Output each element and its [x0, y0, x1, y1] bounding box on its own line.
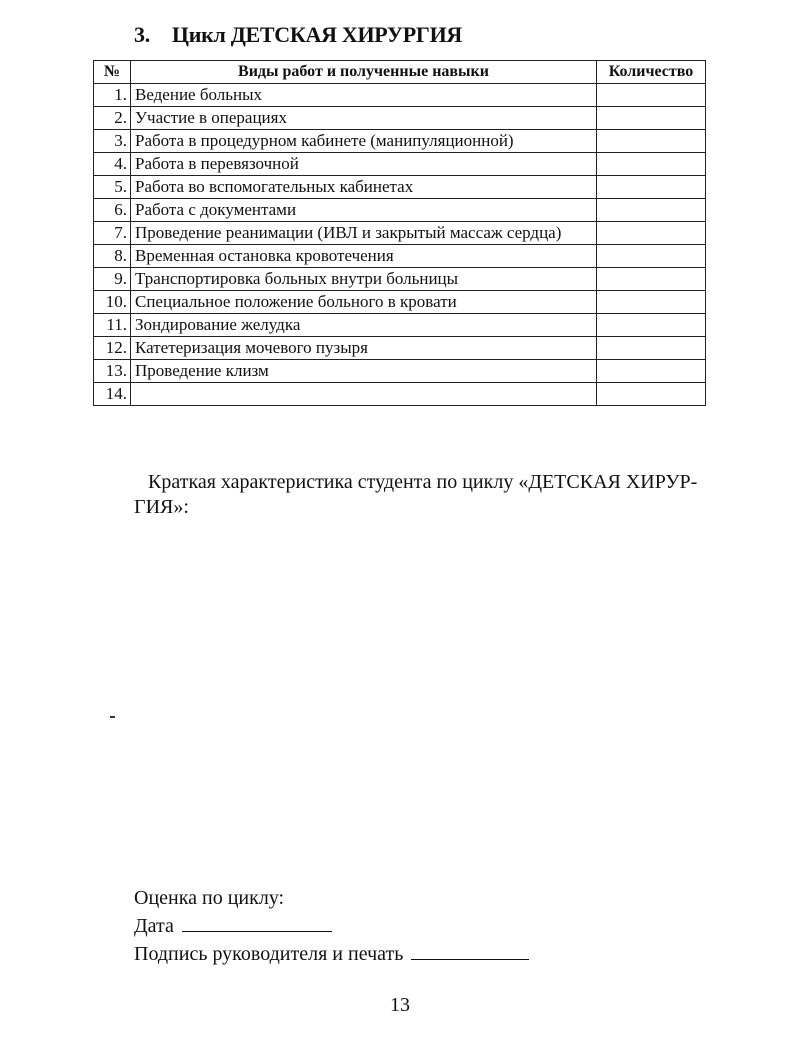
row-number: 12. [94, 337, 131, 360]
table-row [94, 314, 706, 337]
table-row [94, 383, 706, 406]
row-quantity-cell[interactable] [597, 222, 706, 245]
page-number: 13 [390, 994, 410, 1016]
section-title: Цикл ДЕТСКАЯ ХИРУРГИЯ [171, 22, 462, 47]
row-work: Проведение реанимации (ИВЛ и закрытый массаж сердца) [131, 222, 597, 245]
header-number: № [94, 61, 131, 84]
row-work: Катетеризация мочевого пузыря [131, 337, 597, 360]
row-quantity-cell[interactable] [597, 245, 706, 268]
student-summary-prompt: Краткая характеристика студента по циклу «ДЕТСКАЯ ХИРУР-ГИЯ»: [134, 471, 698, 518]
row-work: Работа в процедурном кабинете (манипуляционной) [131, 130, 597, 153]
row-quantity-cell[interactable] [597, 291, 706, 314]
row-number: 5. [94, 176, 131, 199]
table-row [94, 268, 706, 291]
row-work: Работа в перевязочной [131, 153, 597, 176]
evaluation-block [134, 884, 529, 968]
table-row [94, 291, 706, 314]
row-work: Транспортировка больных внутри больницы [131, 268, 597, 291]
row-number: 11. [94, 314, 131, 337]
table-row [94, 153, 706, 176]
row-work: Временная остановка кровотечения [131, 245, 597, 268]
row-number: 1. [94, 84, 131, 107]
row-work: Зондирование желудка [131, 314, 597, 337]
row-work[interactable] [131, 383, 597, 406]
table-row [94, 222, 706, 245]
row-work: Работа во вспомогательных кабинетах [131, 176, 597, 199]
row-quantity-cell[interactable] [597, 107, 706, 130]
header-quantity: Количество [597, 61, 706, 84]
signature-line [134, 940, 529, 968]
row-quantity-cell[interactable] [597, 176, 706, 199]
stray-mark [110, 716, 115, 718]
row-number: 4. [94, 153, 131, 176]
row-quantity-cell[interactable] [597, 199, 706, 222]
row-number: 7. [94, 222, 131, 245]
row-work: Участие в операциях [131, 107, 597, 130]
row-number: 6. [94, 199, 131, 222]
row-quantity-cell[interactable] [597, 130, 706, 153]
row-number: 14. [94, 383, 131, 406]
row-work: Работа с документами [131, 199, 597, 222]
table-row [94, 176, 706, 199]
row-work: Специальное положение больного в кровати [131, 291, 597, 314]
table-row [94, 107, 706, 130]
date-line [134, 912, 529, 940]
table-row [94, 84, 706, 107]
section-heading [134, 22, 462, 48]
row-number: 13. [94, 360, 131, 383]
row-quantity-cell[interactable] [597, 314, 706, 337]
row-quantity-cell[interactable] [597, 84, 706, 107]
date-label: Дата [134, 915, 174, 937]
row-number: 2. [94, 107, 131, 130]
row-number: 10. [94, 291, 131, 314]
skills-table [93, 60, 706, 406]
table-row [94, 199, 706, 222]
row-quantity-cell[interactable] [597, 360, 706, 383]
row-number: 8. [94, 245, 131, 268]
row-quantity-cell[interactable] [597, 153, 706, 176]
row-quantity-cell[interactable] [597, 383, 706, 406]
grade-label: Оценка по циклу: [134, 887, 285, 909]
table-row [94, 337, 706, 360]
row-number: 3. [94, 130, 131, 153]
section-number: 3. [134, 22, 150, 47]
table-row [94, 130, 706, 153]
date-field[interactable] [182, 913, 332, 932]
signature-field[interactable] [411, 941, 529, 960]
row-quantity-cell[interactable] [597, 268, 706, 291]
table-row [94, 245, 706, 268]
row-work: Ведение больных [131, 84, 597, 107]
header-work-types: Виды работ и полученные навыки [131, 61, 597, 84]
signature-label: Подпись руководителя и печать [134, 943, 404, 965]
row-number: 9. [94, 268, 131, 291]
row-work: Проведение клизм [131, 360, 597, 383]
row-quantity-cell[interactable] [597, 337, 706, 360]
table-row [94, 360, 706, 383]
table-header-row [94, 61, 706, 84]
